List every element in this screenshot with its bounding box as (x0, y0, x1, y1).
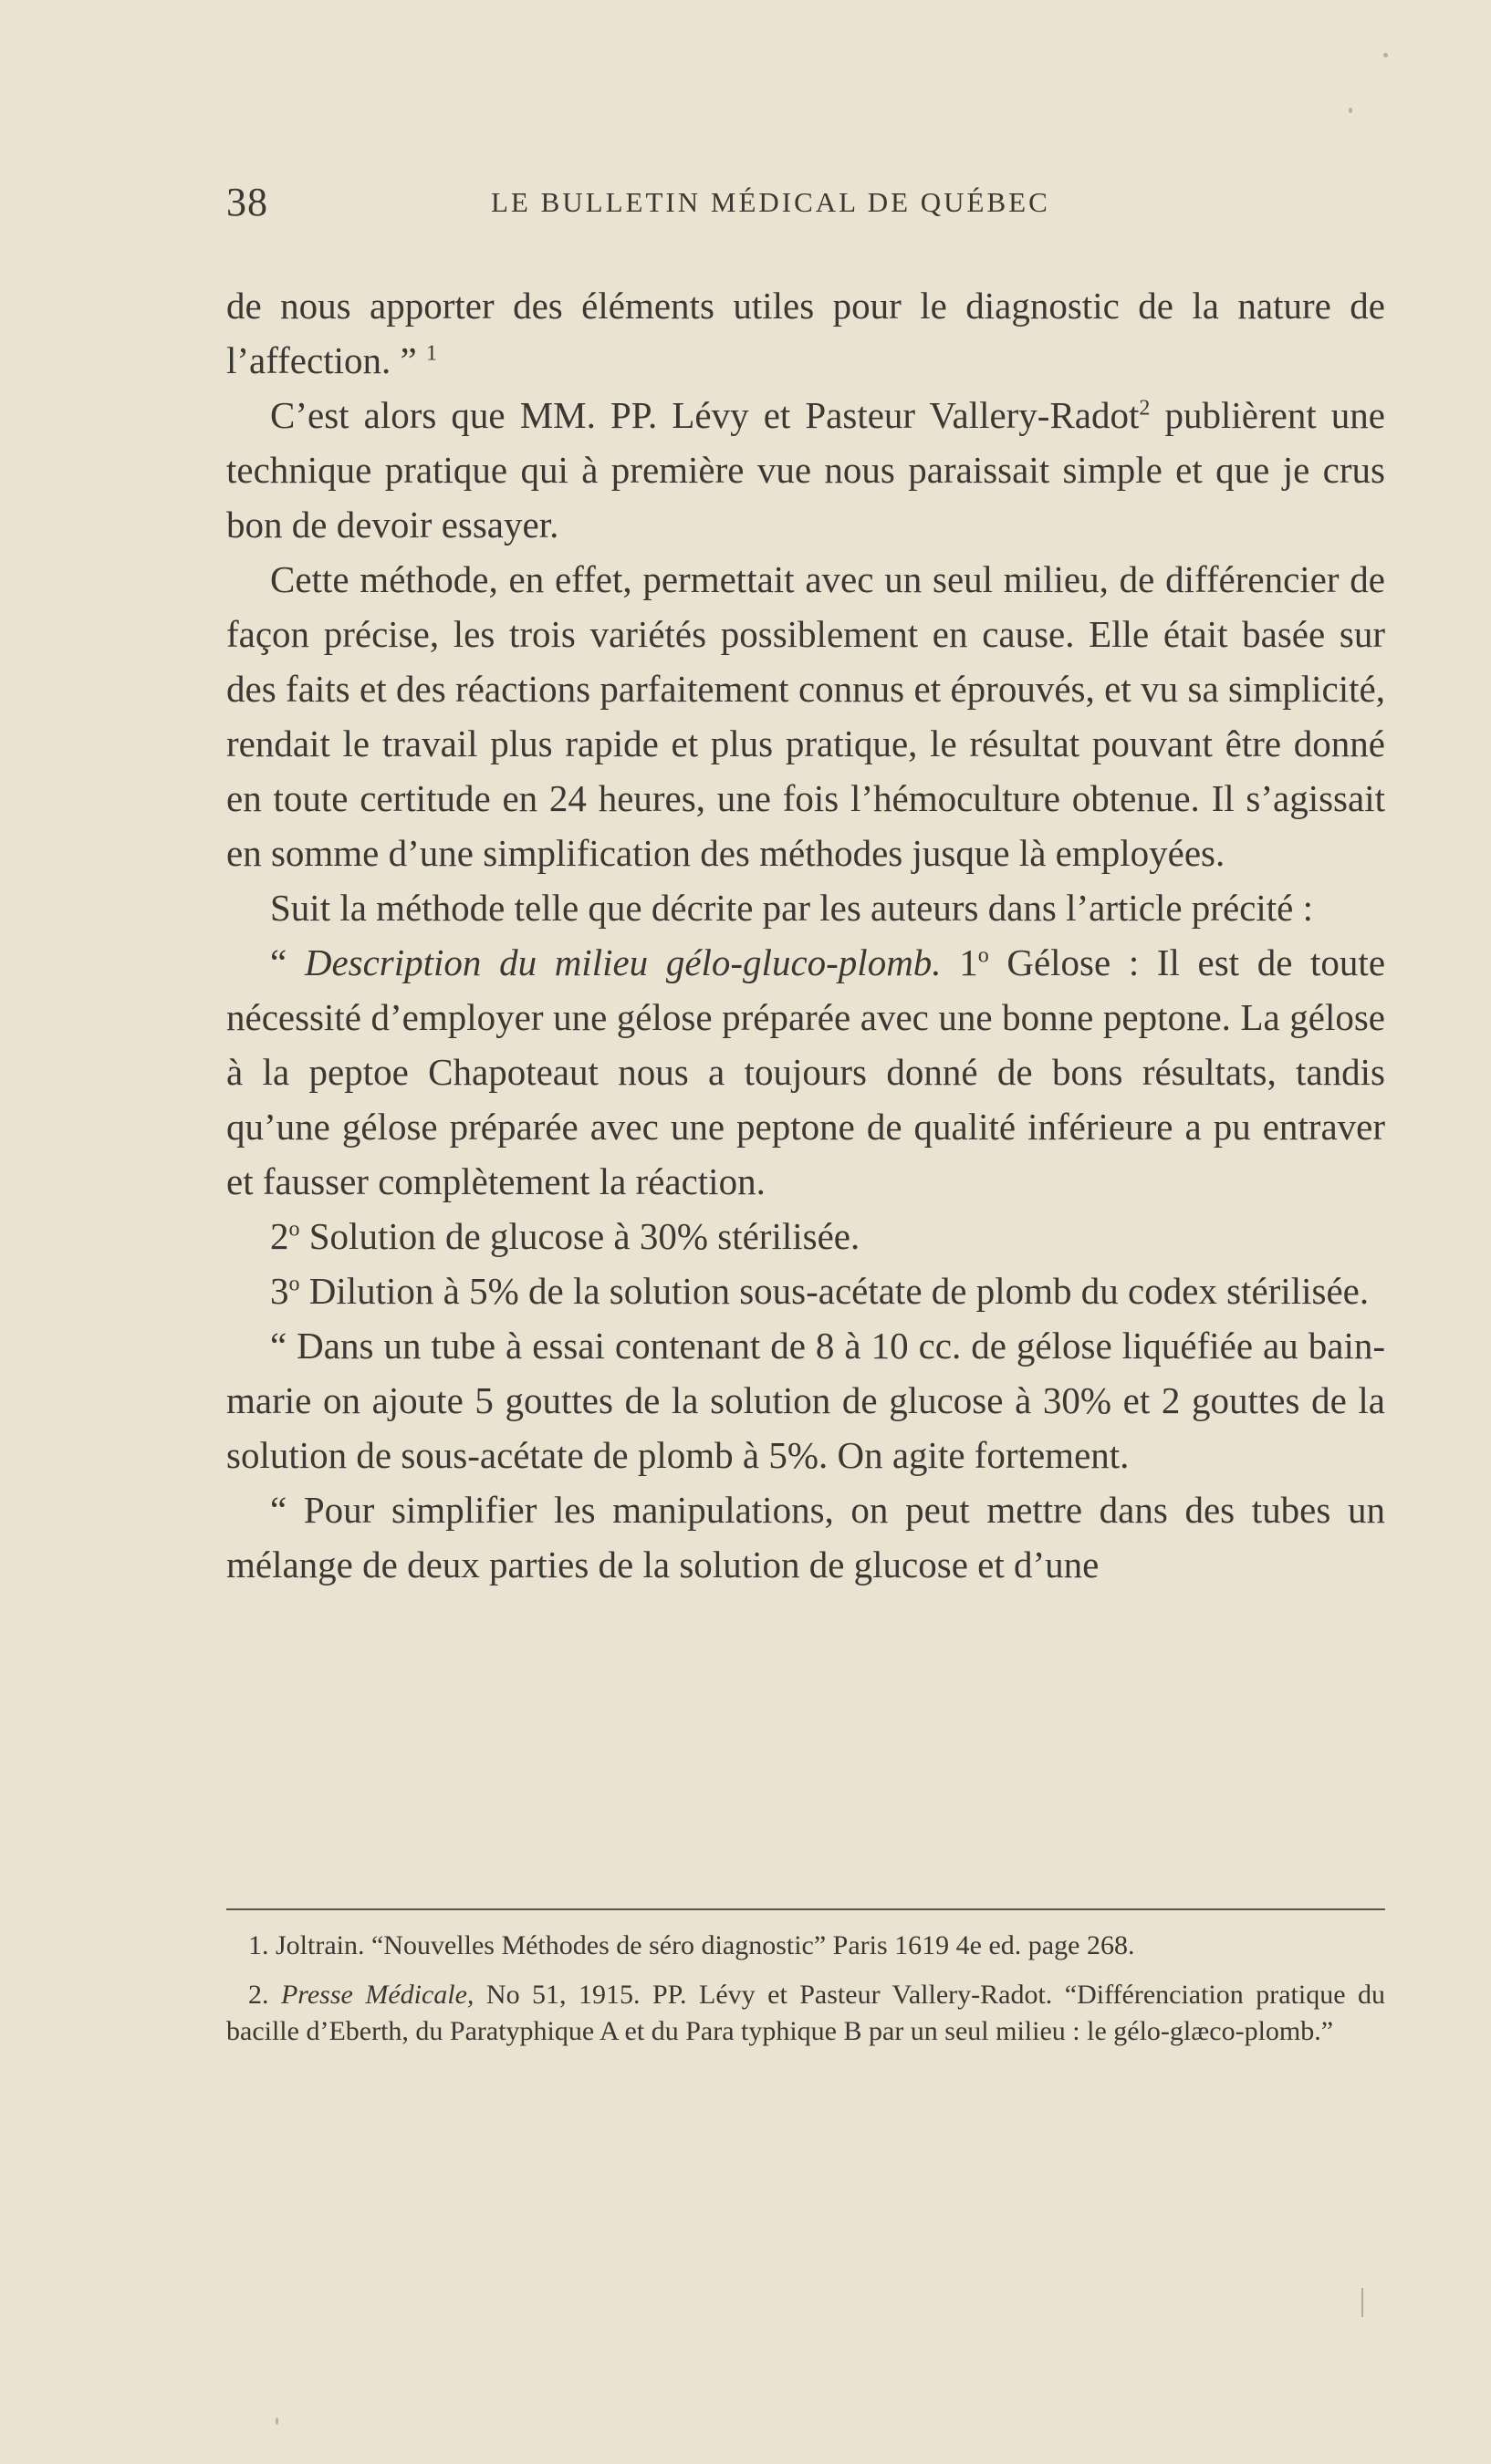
paragraph-5-text: Gélose : Il est de toute nécessité d’employer une gélose préparée avec une bonne peptone. La gélose à la peptoe Chapoteaut nous a toujours donné de bons résultats, tandis qu’une gélose préparée avec une peptone de qualité inférieure a pu entraver et fausser complètement la réaction. (226, 941, 1386, 1202)
page-header (226, 179, 1385, 234)
item-number: 3 (270, 1270, 289, 1312)
footnote-1: 1. Joltrain. “Nouvelles Méthodes de séro diagnostic” Paris 1619 4e ed. page 268. (248, 1930, 1135, 1960)
degree-sign: o (977, 943, 989, 968)
paragraph-3: Cette méthode, en effet, permettait avec un seul milieu, de différencier de façon précise, les trois variétés possiblement en cause. Elle était basée sur des faits et des réactions parfaitement connus et éprouvés, et vu sa simplicité, rendait le travail plus rapide et plus pratique, le résultat pouvant être donné en toute certitude en 24 heures, une fois l’hémoculture obtenue. Il s’agissait en somme d’une simplification des méthodes jusque là employées. (226, 558, 1385, 874)
footnote-2 (226, 1977, 1385, 2050)
quote-mark: “ (270, 941, 305, 983)
item-number: 1 (941, 941, 978, 983)
paper-speck (1383, 53, 1388, 57)
paragraph-1-text: de nous apporter des éléments utiles pour le diagnostic de la nature de l’affection. ” (226, 285, 1385, 381)
paragraph-2-text-b: publièrent une technique pratique qui à première vue nous paraissait simple et que je crus bon de devoir essayer. (226, 394, 1386, 546)
paragraph-7 (226, 1263, 1385, 1318)
footnote-2-journal: Presse Médicale, (280, 1980, 474, 2010)
footnote-ref-1: 1 (425, 341, 437, 366)
paragraph-6 (226, 1209, 1385, 1263)
degree-sign: o (288, 1217, 300, 1242)
running-title: LE BULLETIN MÉDICAL DE QUÉBEC (491, 186, 1050, 218)
paragraph-5 (226, 935, 1385, 1209)
page-number: 38 (226, 180, 268, 224)
footnote-2-text: No 51, 1915. PP. Lévy et Pasteur Vallery-Radot. “Différenciation pratique du bacille d’Eberth, du Paratyphique A et du Para typhique B par un seul milieu : le gélo-glæco-plomb.” (226, 1980, 1386, 2046)
paragraph-6-text: Solution de glucose à 30% stérilisée. (299, 1215, 860, 1257)
item-number: 2 (270, 1215, 289, 1257)
paragraph-8: “ Dans un tube à essai contenant de 8 à 10 cc. de gélose liquéfiée au bain-marie on ajoute 5 gouttes de la solution de glucose à 30% et 2 gouttes de la solution de sous-acétate de plomb à 5%. On agite fortement. (226, 1325, 1385, 1476)
paper-speck (1349, 108, 1352, 113)
section-title-italic: Description du milieu gélo-gluco-plomb. (304, 941, 942, 983)
footnote-divider (226, 1908, 1385, 1910)
paragraph-9: “ Pour simplifier les manipulations, on peut mettre dans des tubes un mélange de deux parties de la solution de glucose et d’une (226, 1489, 1385, 1585)
footnotes (226, 1928, 1385, 2063)
paragraph-7-text: Dilution à 5% de la solution sous-acétate de plomb du codex stérilisée. (299, 1270, 1370, 1312)
paragraph-4: Suit la méthode telle que décrite par les auteurs dans l’article précité : (270, 887, 1313, 929)
footnote-ref-2: 2 (1139, 396, 1151, 421)
main-text (226, 278, 1385, 1592)
paragraph-1 (226, 278, 1385, 388)
footnote-2-number: 2. (248, 1980, 281, 2010)
paragraph-2 (226, 388, 1385, 552)
paper-speck (276, 2417, 278, 2425)
degree-sign: o (288, 1272, 300, 1296)
paper-mark (1361, 2288, 1363, 2317)
paragraph-2-text-a: C’est alors que MM. PP. Lévy et Pasteur Vallery-Radot (270, 394, 1140, 436)
